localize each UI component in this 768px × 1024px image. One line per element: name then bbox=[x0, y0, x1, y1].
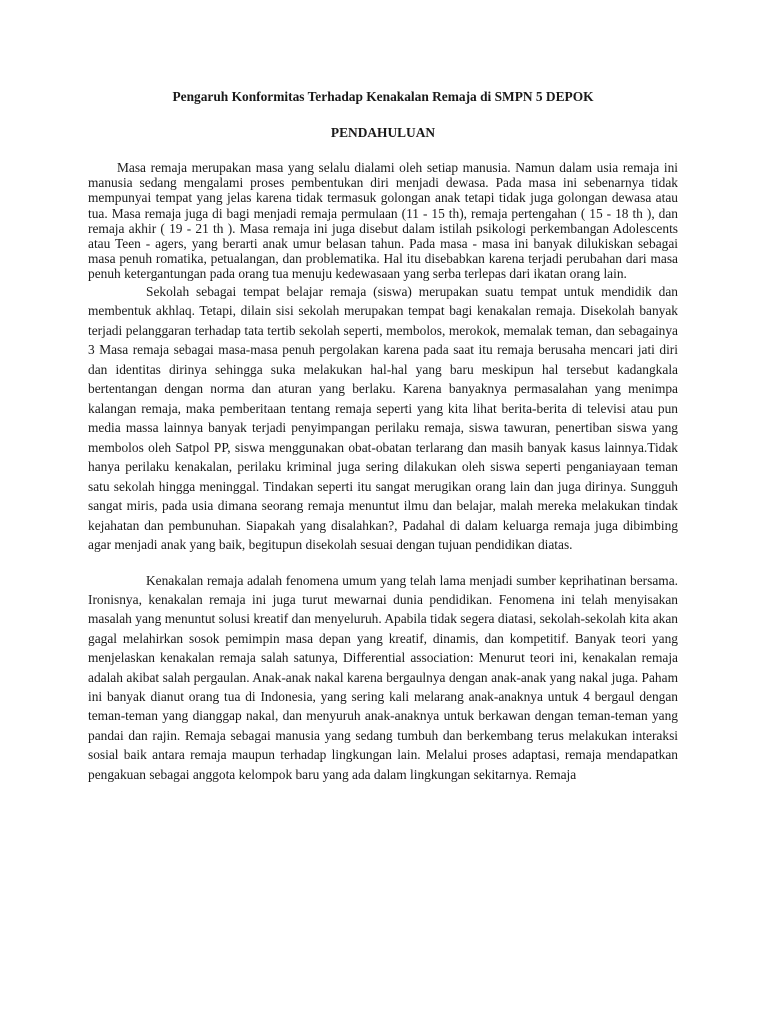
document-body bbox=[88, 88, 678, 784]
document-title: Pengaruh Konformitas Terhadap Kenakalan Remaja di SMPN 5 DEPOK bbox=[172, 89, 594, 104]
paragraph-3: Kenakalan remaja adalah fenomena umum yang telah lama menjadi sumber keprihatinan bersama. Ironisnya, kenakalan remaja ini juga turut mewarnai dunia pendidikan. Fenomena ini telah menyisakan masalah yang menuntut solusi kreatif dan menyeluruh. Apabila tidak segera diatasi, sekolah-sekolah kita akan gagal melahirkan sosok pemimpin masa depan yang kreatif, dinamis, dan kompetitif. Banyak teori yang menjelaskan kenakalan remaja salah satunya, Differential association: Menurut teori ini, kenakalan remaja adalah akibat salah pergaulan. Anak-anak nakal karena bergaulnya dengan anak-anak yang nakal juga. Paham ini banyak dianut orang tua di Indonesia, yang sering kali melarang anak-anaknya untuk 4 bergaul dengan teman-teman yang dianggap nakal, dan menyuruh anak-anaknya untuk berkawan dengan teman-teman yang pandai dan rajin. Remaja sebagai manusia yang sedang tumbuh dan berkembang terus melakukan interaksi sosial baik antara remaja maupun terhadap lingkungan lain. Melalui proses adaptasi, remaja mendapatkan pengakuan sebagai anggota kelompok baru yang ada dalam lingkungan sekitarnya. Remaja bbox=[88, 572, 678, 782]
section-heading: PENDAHULUAN bbox=[330, 125, 436, 140]
paragraph-2: Sekolah sebagai tempat belajar remaja (siswa) merupakan suatu tempat untuk mendidik dan membentuk akhlaq. Tetapi, dilain sisi sekolah merupakan tempat bagi kenakalan remaja. Disekolah banyak terjadi pelanggaran terhadap tata tertib sekolah seperti, membolos, merokok, memalak teman, dan sebagainya 3 Masa remaja sebagai masa-masa penuh pergolakan karena pada saat itu remaja berusaha mencari jati diri dan identitas dirinya sehingga suka melakukan hal-hal yang baru meskipun hal tersebut kadangkala bertentangan dengan norma dan aturan yang berlaku. Karena banyaknya permasalahan yang menimpa kalangan remaja, maka pemberitaan tentang remaja seperti yang kita lihat berita-berita di televisi atau pun media massa lainnya banyak terjadi penyimpangan perilaku remaja, siswa tawuran, penertiban siswa yang membolos oleh Satpol PP, siswa menggunakan obat-obatan terlarang dan masih banyak kasus lainnya.Tidak hanya perilaku kenakalan, perilaku kriminal juga sering dilakukan oleh siswa seperti penganiayaan teman satu sekolah hingga meninggal. Tindakan seperti itu sangat merugikan orang lain dan juga dirinya. Sungguh sangat miris, pada usia dimana seorang remaja menuntut ilmu dan belajar, malah mereka melakukan tindak kejahatan dan pembunuhan. Siapakah yang disalahkan?, Padahal di dalam keluarga remaja juga dibimbing agar menjadi anak yang baik, begitupun disekolah sesuai dengan tujuan pendidikan diatas. bbox=[88, 283, 678, 553]
paragraph-1: Masa remaja merupakan masa yang selalu dialami oleh setiap manusia. Namun dalam usia remaja ini manusia sedang mengalami proses pembentukan diri menjadi dewasa. Pada masa ini sebenarnya tidak mempunyai tempat yang jelas karena tidak termasuk golongan anak tetapi tidak juga golongan dewasa atau tua. Masa remaja juga di bagi menjadi remaja permulaan (11 - 15 th), remaja pertengahan ( 15 - 18 th ), dan remaja akhir ( 19 - 21 th ). Masa remaja ini juga disebut dalam istilah psikologi perkembangan Adolescents atau Teen - agers, yang berarti anak umur belasan tahun. Pada masa - masa ini banyak dilukiskan sebagai masa penuh romatika, petualangan, dan problematika. Hal itu disebabkan karena terjadi perubahan dari masa penuh ketergantungan pada orang tua menuju kedewasaan yang serba terlepas dari ikatan orang lain. bbox=[88, 160, 678, 282]
